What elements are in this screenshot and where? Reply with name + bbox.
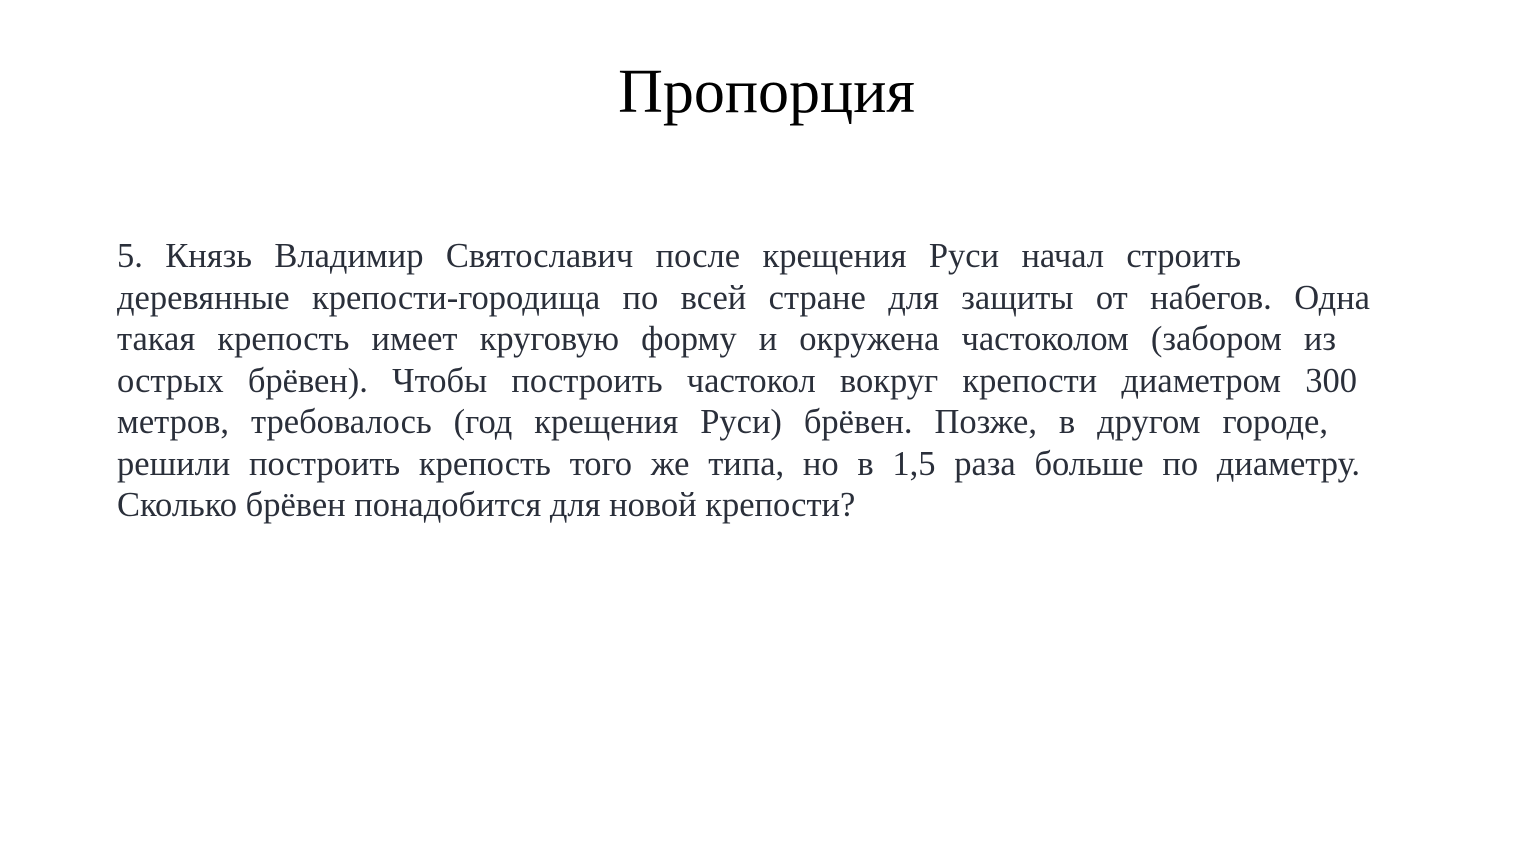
slide-title: Пропорция	[618, 58, 915, 126]
problem-text	[117, 236, 1417, 527]
problem-line: деревянные крепости-городища по всей стране для защиты от набегов. Одна	[117, 278, 1370, 317]
problem-line: метров, требовалось (год крещения Руси) брёвен. Позже, в другом городе,	[117, 403, 1328, 441]
problem-line: острых брёвен). Чтобы построить частокол вокруг крепости диаметром 300	[117, 361, 1357, 400]
problem-line: такая крепость имеет круговую форму и окружена частоколом (забором из	[117, 320, 1336, 358]
problem-line: решили построить крепость того же типа, но в 1,5 раза больше по диаметру.	[117, 444, 1360, 483]
problem-line: Сколько брёвен понадобится для новой крепости?	[117, 486, 856, 524]
problem-line: 5. Князь Владимир Святославич после крещения Руси начал строить	[117, 237, 1241, 275]
